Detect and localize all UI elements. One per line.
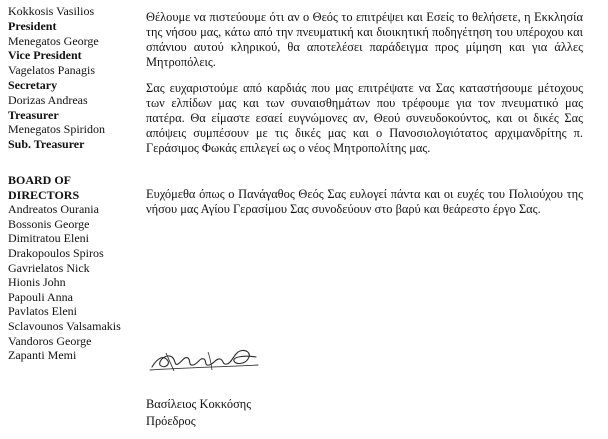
board-member: Drakopoulos Spiros xyxy=(8,245,104,260)
letter-body xyxy=(146,10,583,217)
handwritten-signature xyxy=(148,343,263,375)
officer-role: Secretary xyxy=(8,77,58,92)
board-heading-line2: DIRECTORS xyxy=(8,187,80,202)
board-member: Pavlatos Eleni xyxy=(8,304,77,319)
letter-paragraph: Θέλουμε να πιστεύουμε ότι αν ο Θεός το επιτρέψει και Εσείς το θελήσετε, η Εκκλησία της νήσου μας, κάτω από την πνευματική και διοικητική ποδηγέτηση του υπέροχου και σπάνιου αυτού κληρικού, θα αποτελέσει παράδειγμα προς μίμηση και για άλλες Μητροπόλεις. xyxy=(146,10,583,69)
board-member: Andreatos Ourania xyxy=(8,202,99,217)
board-member: Bossonis George xyxy=(8,216,90,231)
sidebar-board-list xyxy=(8,4,133,363)
officer-role: Sub. Treasurer xyxy=(8,137,85,152)
board-member: Zapanti Memi xyxy=(8,348,77,363)
officer-name: Kokkosis Vasilios xyxy=(8,4,95,18)
signer-title: Πρόεδρος xyxy=(146,414,196,428)
board-member: Papouli Anna xyxy=(8,289,73,304)
officer-name: Dorizas Andreas xyxy=(8,92,88,107)
letter-paragraph: Ευχόμεθα όπως ο Πανάγαθος Θεός Σας ευλογεί πάντα και οι ευχές του Πολιούχου της νήσου μας Αγίου Γερασίμου Σας συνοδεύουν στο βαρύ και θεάρεστο έργο Σας. xyxy=(146,187,583,216)
signer-name: Βασίλειος Κοκκόσης xyxy=(146,397,252,411)
board-heading-line1: BOARD OF xyxy=(8,172,71,187)
officer-role: Treasurer xyxy=(8,107,59,122)
officer-name: Menegatos Spiridon xyxy=(8,122,105,137)
officer-name: Menegatos George xyxy=(8,33,99,48)
signer-block xyxy=(146,396,251,430)
board-heading xyxy=(8,173,133,202)
board-member: Hionis John xyxy=(8,275,66,290)
board-member: Vandoros George xyxy=(8,333,92,348)
officer-role: President xyxy=(8,18,57,33)
board-member: Dimitratou Eleni xyxy=(8,231,89,246)
board-member: Gavrielatos Nick xyxy=(8,260,90,275)
board-member: Sclavounos Valsamakis xyxy=(8,318,121,333)
letter-paragraph: Σας ευχαριστούμε από καρδιάς που μας επιτρέψατε να Σας καταστήσουμε μέτοχους των ελπίδων μας και των συναισθημάτων που τρέφουμε για τον πνευματικό μας πατέρα. Θα είμαστε εσαεί ευγνώμονες αν, Θεού συνευδοκούντος, και οι δικές Σας απόψεις συμπέσουν με τις δικές μας και ο Πανοσιολογιότατος αρχιμανδρίτης π. Γεράσιμος Φωκάς επιλεγεί ως ο νέος Μητροπολίτης μας. xyxy=(146,81,583,155)
officer-role: Vice President xyxy=(8,48,82,63)
officer-name: Vagelatos Panagis xyxy=(8,63,95,78)
